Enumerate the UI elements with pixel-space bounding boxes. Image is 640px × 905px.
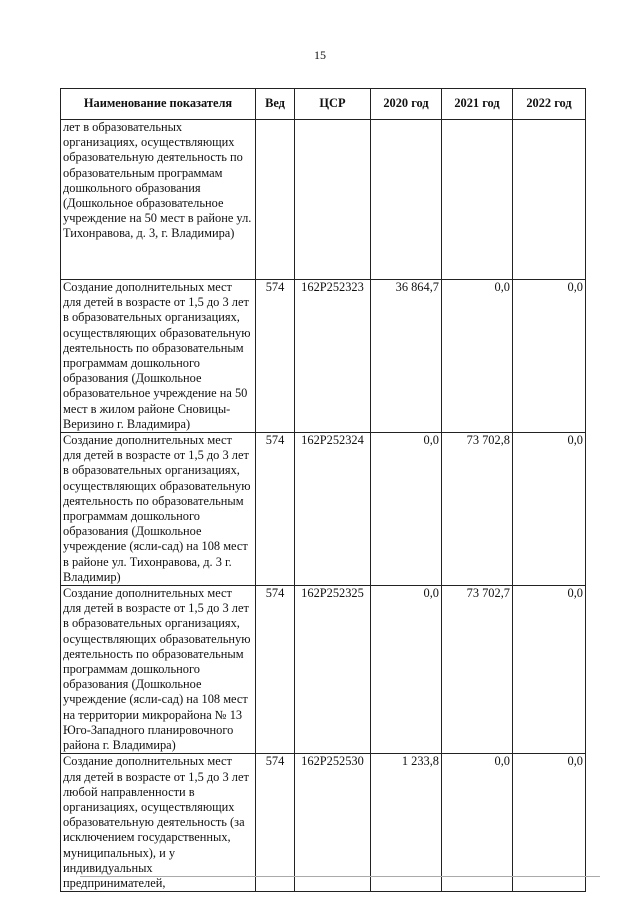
row-2020: 36 864,7 (371, 280, 442, 433)
row-csr: 162P252323 (295, 280, 371, 433)
row-2022: 0,0 (513, 586, 586, 754)
row-name: Создание дополнительных мест для детей в возрасте от 1,5 до 3 лет в образовательных организациях, осуществляющих образовательную деятельность по образовательным программам дошкольного образования (Дошкольное образовательное учреждение на 50 мест в жилом районе Сновицы-Веризино г. Владимира) (61, 280, 256, 433)
header-2022: 2022 год (513, 89, 586, 120)
table-row (61, 754, 586, 892)
row-2021: 0,0 (442, 280, 513, 433)
row-2021: 73 702,8 (442, 433, 513, 586)
row-2021 (442, 120, 513, 280)
row-2022: 0,0 (513, 433, 586, 586)
row-ved: 574 (256, 433, 295, 586)
row-2020 (371, 120, 442, 280)
row-2020: 1 233,8 (371, 754, 442, 892)
page-number: 15 (314, 48, 326, 62)
row-csr: 162P252324 (295, 433, 371, 586)
row-2021: 73 702,7 (442, 586, 513, 754)
row-csr: 162P252530 (295, 754, 371, 892)
row-ved (256, 120, 295, 280)
row-ved: 574 (256, 280, 295, 433)
header-2021: 2021 год (442, 89, 513, 120)
page-bottom-rule (80, 876, 600, 877)
table-row (61, 120, 586, 280)
row-csr (295, 120, 371, 280)
header-ved: Вед (256, 89, 295, 120)
row-2022: 0,0 (513, 280, 586, 433)
row-name: Создание дополнительных мест для детей в возрасте от 1,5 до 3 лет в образовательных организациях, осуществляющих образовательную деятельность по образовательным программам дошкольного образования (Дошкольное учреждение (ясли-сад) на 108 мест на территории микрорайона № 13 Юго-Западного планировочного района г. Владимира) (61, 586, 256, 754)
budget-table (60, 88, 586, 892)
row-2022: 0,0 (513, 754, 586, 892)
header-name: Наименование показателя (61, 89, 256, 120)
row-name: Создание дополнительных мест для детей в возрасте от 1,5 до 3 лет любой направленности в организациях, осуществляющих образовательную деятельность (за исключением государственных, муниципальных), и у индивидуальных предпринимателей, (61, 754, 256, 892)
row-2020: 0,0 (371, 433, 442, 586)
table-row (61, 586, 586, 754)
row-ved: 574 (256, 586, 295, 754)
table-row (61, 280, 586, 433)
header-csr: ЦСР (295, 89, 371, 120)
row-2022 (513, 120, 586, 280)
row-2020: 0,0 (371, 586, 442, 754)
row-2021: 0,0 (442, 754, 513, 892)
row-ved: 574 (256, 754, 295, 892)
row-name: Создание дополнительных мест для детей в возрасте от 1,5 до 3 лет в образовательных организациях, осуществляющих образовательную деятельность по образовательным программам дошкольного образования (Дошкольное учреждение (ясли-сад) на 108 мест в районе ул. Тихонравова, д. 3 г. Владимир) (61, 433, 256, 586)
table-row (61, 433, 586, 586)
row-csr: 162P252325 (295, 586, 371, 754)
row-name: лет в образовательных организациях, осуществляющих образовательную деятельность по образовательным программам дошкольного образования (Дошкольное образовательное учреждение на 50 мест в районе ул. Тихонравова, д. 3, г. Владимира) (61, 120, 256, 280)
header-2020: 2020 год (371, 89, 442, 120)
table-header-row (61, 89, 586, 120)
